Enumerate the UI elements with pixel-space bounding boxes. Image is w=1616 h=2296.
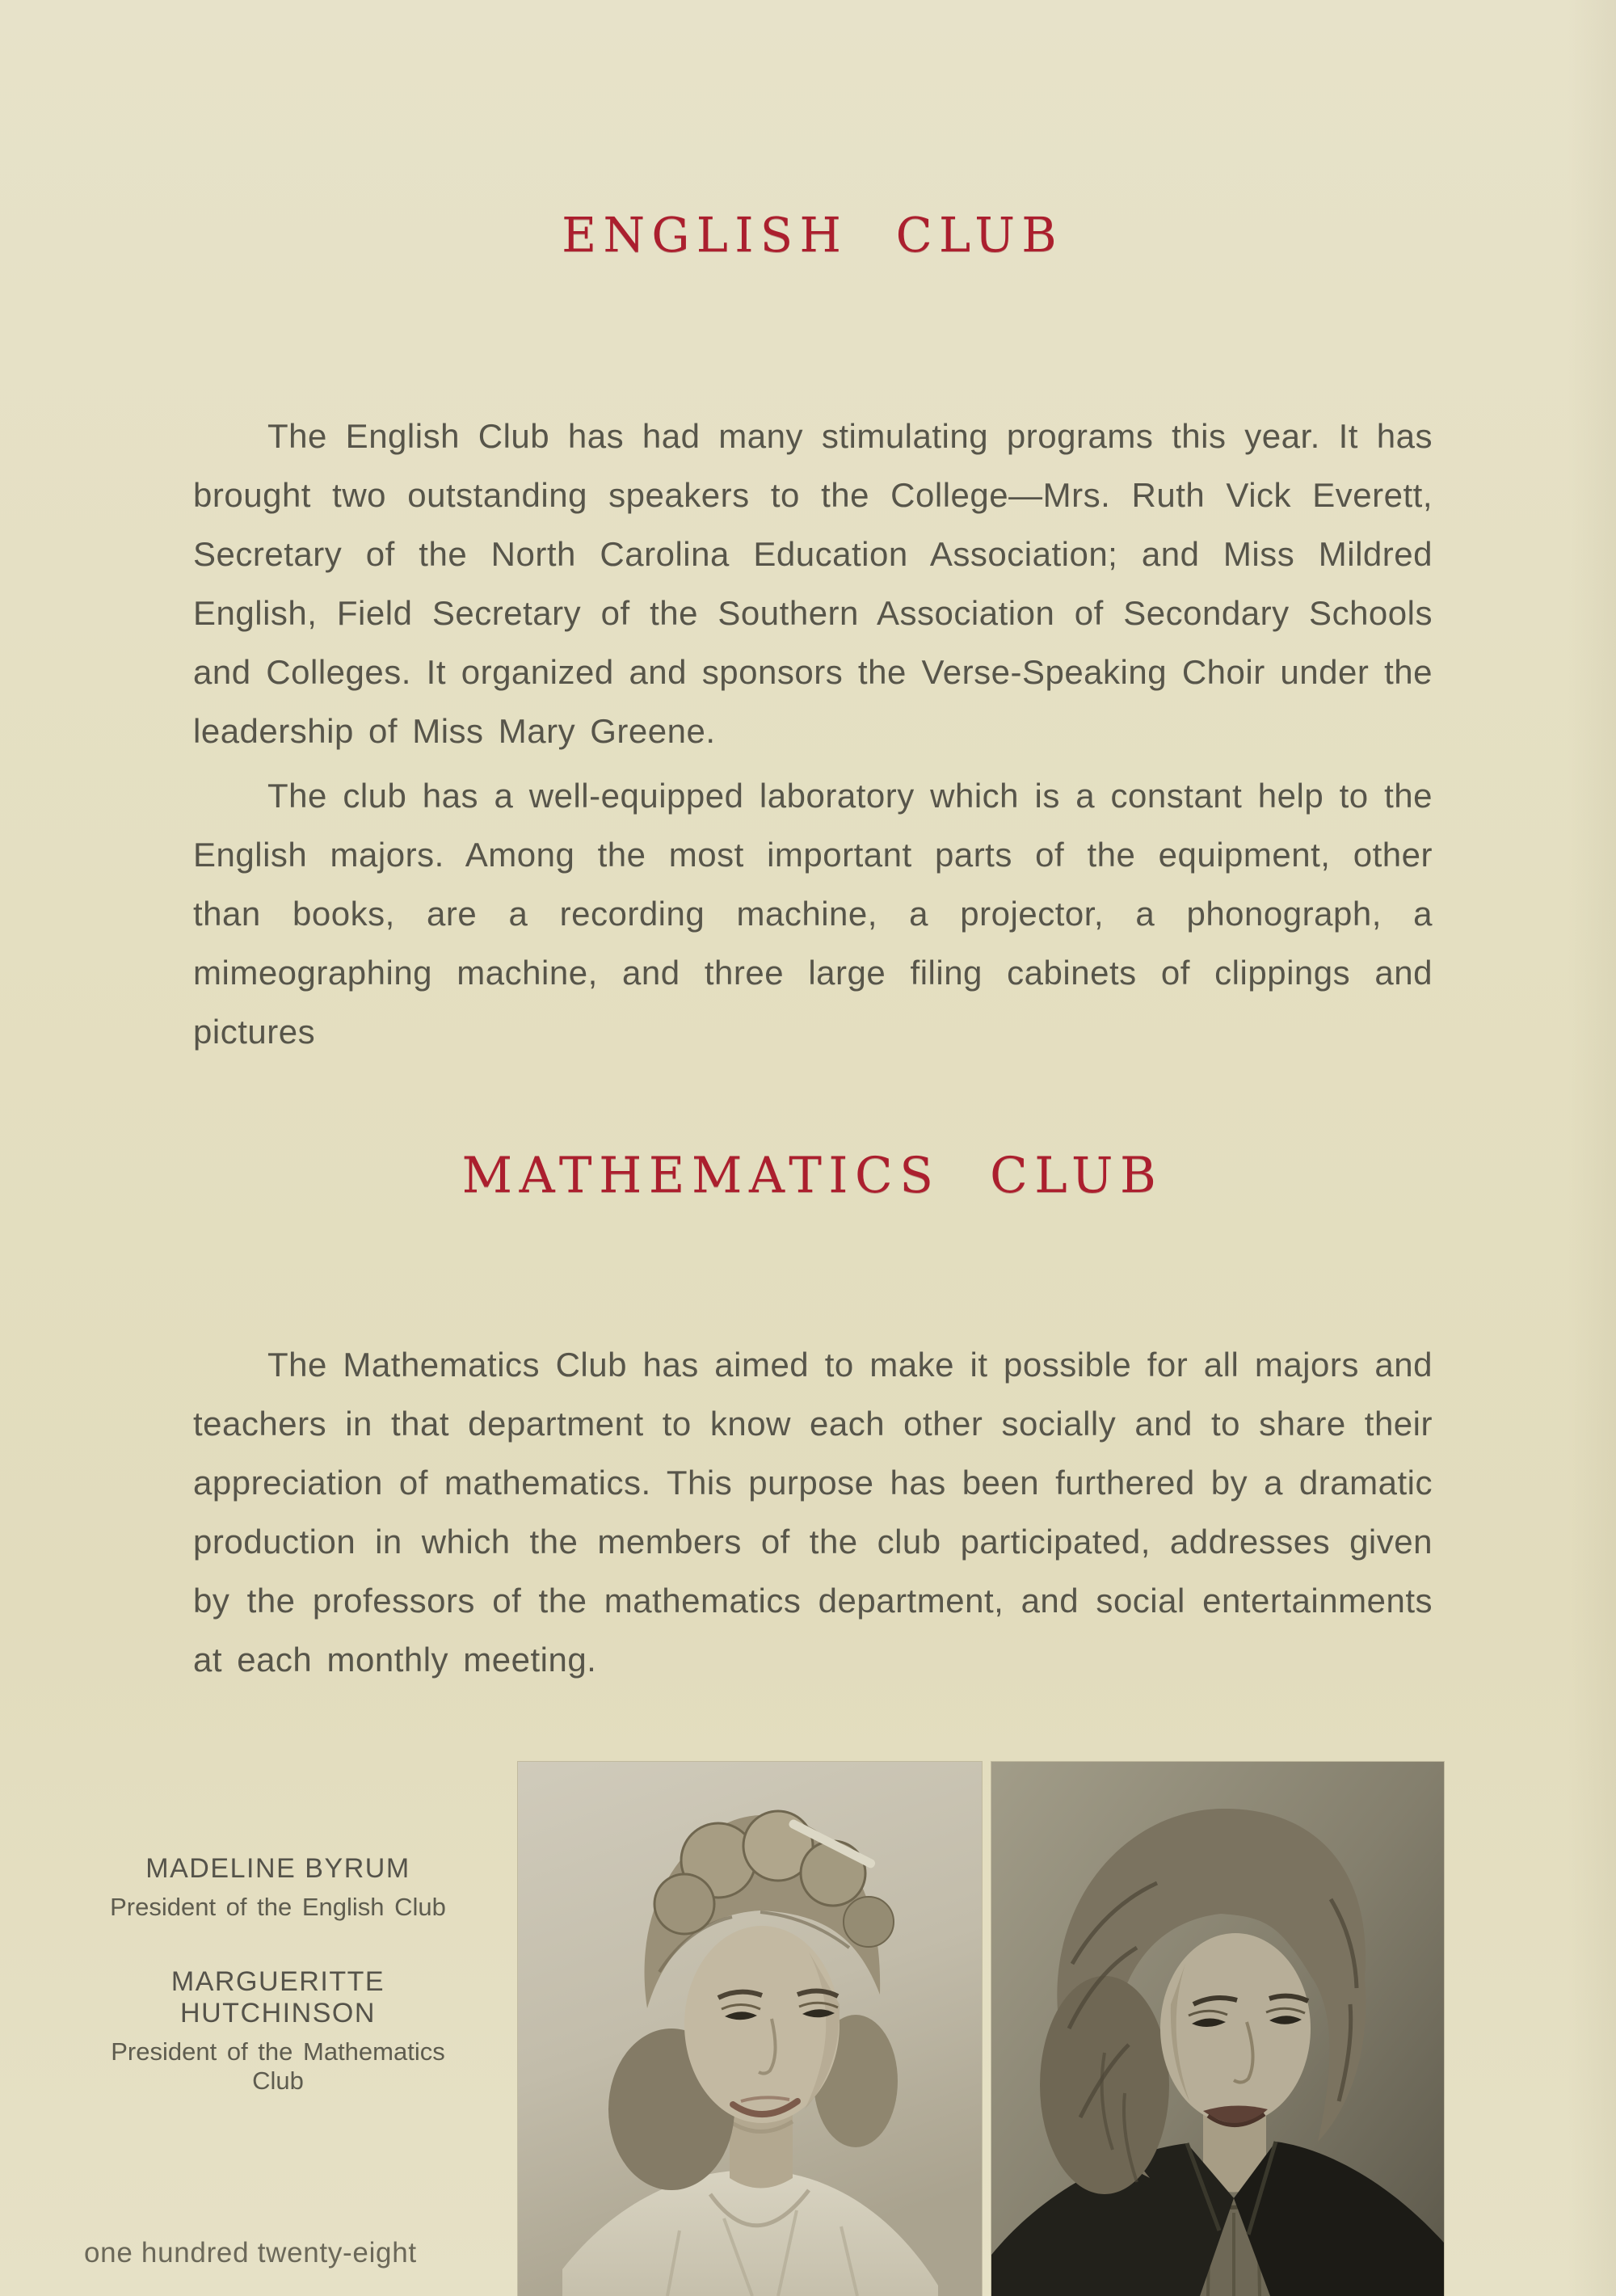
english-club-title: ENGLISH CLUB — [562, 207, 1063, 263]
caption-mathematics-president — [84, 1966, 472, 2096]
caption-english-president — [84, 1853, 472, 1922]
mathematics-club-title: MATHEMATICS CLUB — [461, 1147, 1164, 1204]
caption-name-madeline-byrum: MADELINE BYRUM — [145, 1853, 410, 1884]
english-club-paragraph-2: The club has a well-equipped laboratory which is a constant help to the English majors. Among the most important parts of the equipment, other than books, are a recording machine, a projector, a phonograph, a mimeographing machine, and three large filing cabinets of clippings and pictures — [193, 777, 1433, 1051]
english-club-paragraph-1: The English Club has had many stimulating programs this year. It has brought two outstanding speakers to the College—Mrs. Ruth Vick Everett, Secretary of the North Carolina Education Association; and Miss Mildred English, Field Secretary of the Southern Association of Secondary Schools and Colleges. It organized and sponsors the Verse-Speaking Choir under the leadership of Miss Mary Greene. — [193, 417, 1433, 750]
portrait-illustration-madeline — [518, 1762, 982, 2296]
caption-role-english-club: President of the English Club — [110, 1893, 446, 1921]
caption-role-mathematics-club: President of the Mathematics Club — [111, 2037, 445, 2095]
caption-name-margueritte-hutchinson: MARGUERITTE HUTCHINSON — [170, 1966, 385, 2028]
page-number: one hundred twenty-eight — [84, 2237, 417, 2269]
portrait-illustration-margueritte — [991, 1762, 1444, 2296]
mathematics-club-paragraph: The Mathematics Club has aimed to make it possible for all majors and teachers in that department to know each other socially and to share their appreciation of mathematics. This purpose has been furthered by a dramatic production in which the members of the club participated, addresses given by the professors of the mathematics department, and social entertainments at each monthly meeting. — [193, 1346, 1433, 1679]
photo-madeline-byrum — [518, 1762, 982, 2296]
photo-margueritte-hutchinson — [991, 1762, 1444, 2296]
